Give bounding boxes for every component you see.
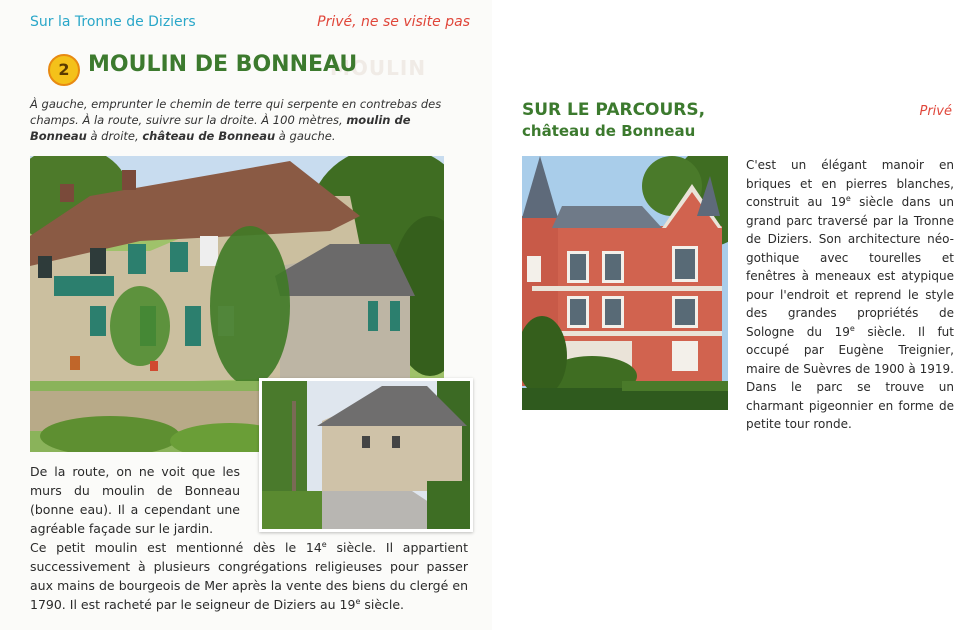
ghost-title: MOULIN [330,56,427,80]
section-label: Sur la Tronne de Diziers [30,14,196,30]
mill-history-paragraph: Ce petit moulin est mentionné dès le 14e siècle. Il appartient successivement à plusieurs congrégations religieuses pour passer aux mains de bourgeois de Mer après la vente des biens du clergé en 1790. Il est racheté par le seigneur de Diziers au 19e siècle. [30,539,469,612]
private-note: Privé, ne se visite pas [317,14,470,30]
road-photo [259,378,473,532]
step-number-badge: 2 [48,54,80,86]
mill-description-short: De la route, on ne voit que les murs du moulin de Bonneau (bonne eau). Il a cependant une agréable façade sur le jardin. [30,464,240,536]
route-subheading: château de Bonneau [522,122,696,140]
private-note-right: Privé [919,104,952,119]
intro-paragraph: À gauche, emprunter le chemin de terre qui serpente en contrebas des champs. À la route, suivre sur la droite. À 100 mètres, moulin de Bonneau à droite, château de Bonneau à gauche. [30,97,442,143]
route-heading: SUR LE PARCOURS, [522,100,706,120]
page-title: MOULIN DE BONNEAU [88,52,358,77]
right-page [492,0,980,630]
chateau-photo [522,156,728,410]
chateau-description: C'est un élégant manoir en briques et en pierres blanches, construit au 19e siècle dans un grand parc traversé par la Tronne de Diziers. Son architecture néo-gothique avec tourelles et fenêtres à meneaux est atypique pour l'endroit et reprend le style des grandes propriétés de Sologne du 19e siècle. Il fut occupé par Eugène Treignier, maire de Suèvres de 1900 à 1919. Dans le parc se trouve un charmant pigeonnier en forme de petite tour ronde. [746,158,955,431]
